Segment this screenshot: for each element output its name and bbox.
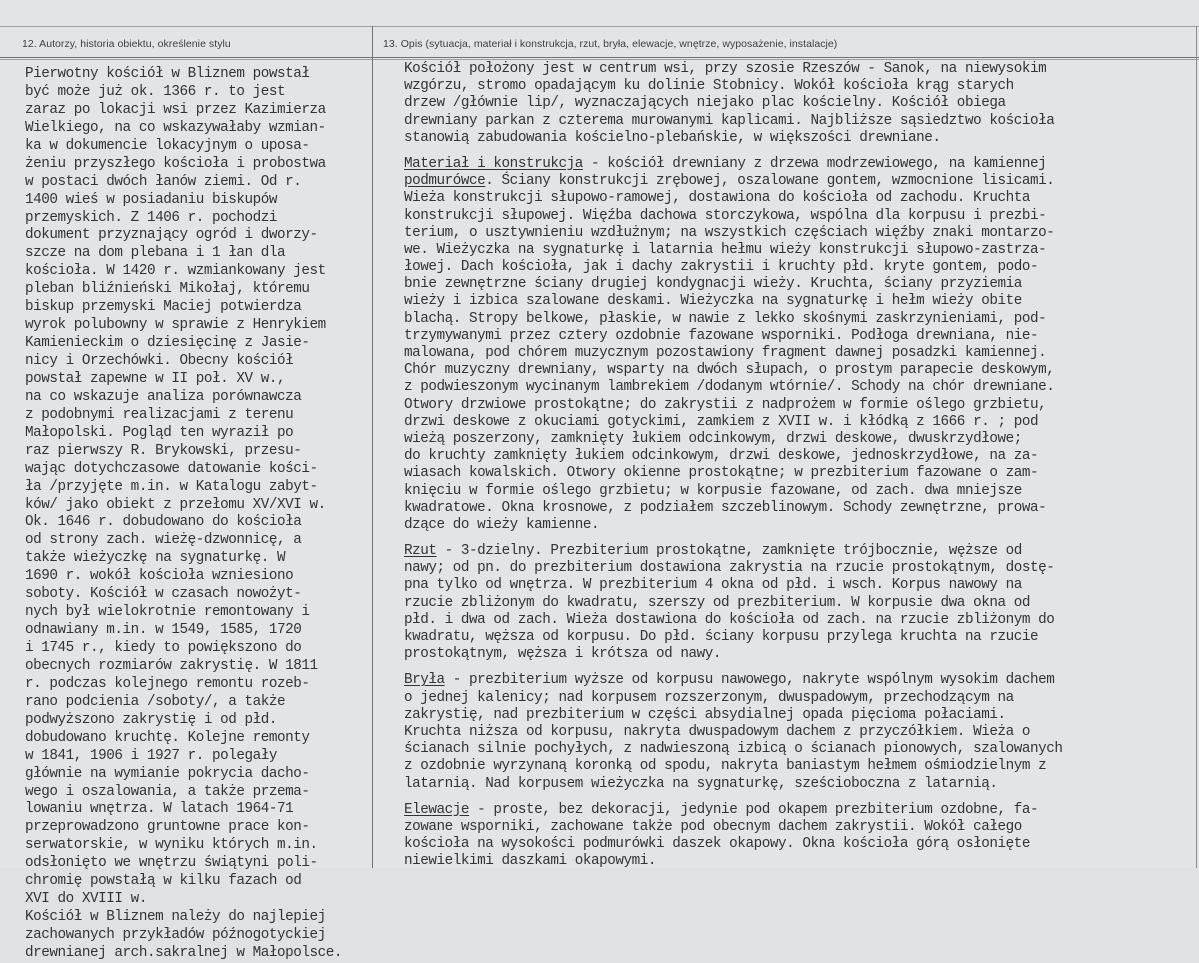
- material-line: łowej. Dach kościoła, jak i dachy zakrystii i kruchty płd. kryte gontem, podo-: [404, 259, 1039, 276]
- description-text: [404, 61, 1194, 870]
- history-line: odnawiany m.in. w 1549, 1585, 1720: [25, 622, 302, 639]
- history-line: i 1745 r., kiedy to powiększono do: [25, 640, 302, 656]
- right-border: [1196, 26, 1197, 868]
- rzut-line: prostokątnym, węższa i krótsza od nawy.: [404, 646, 722, 663]
- intro-paragraph: [404, 61, 1194, 147]
- material-line: Wieża konstrukcji słupowo-ramowej, dostawiona do kościoła od zachodu. Kruchta: [404, 190, 1030, 207]
- elewacje-line: zowane wsporniki, zachowane także pod obecnym dachem zakrystii. Wokół całego: [404, 818, 1022, 835]
- section-13-header: 13. Opis (sytuacja, materiał i konstrukcja, rzut, bryła, elewacje, wnętrze, wyposażenie, instalacje): [383, 38, 838, 50]
- history-line: lowaniu wnętrza. W latach 1964-71: [25, 801, 294, 818]
- history-line: wyrok polubowny w sprawie z Henrykiem: [25, 317, 326, 334]
- history-line: szcze na dom plebana i 1 łan dla: [25, 245, 286, 262]
- bryla-heading: Bryła: [404, 672, 445, 689]
- elewacje-line: kościoła na wysokości podmurówki daszek okapowy. Okna kościoła górą osłonięte: [404, 836, 1030, 853]
- history-line: być może już ok. 1366 r. to jest: [25, 83, 286, 100]
- history-line: przemyskich. Z 1406 r. pochodzi: [25, 209, 278, 226]
- history-line: 1400 wieś w posiadaniu biskupów: [25, 191, 278, 208]
- column-divider: [372, 26, 373, 868]
- bryla-line: latarnią. Nad korpusem wieżyczka na sygnaturkę, sześcioboczna z latarnią.: [404, 775, 998, 792]
- history-line: Małopolski. Pogląd ten wyraził po: [25, 424, 294, 441]
- rzut-line: pna tylko od wnętrza. W prezbiterium 4 okna od płd. i wsch. Korpus nawowy na: [404, 577, 1022, 594]
- material-line: knięciu w formie oślego grzbietu; w korpusie fazowane, od zach. dwa mniejsze: [404, 482, 1022, 499]
- rzut-paragraph: Rzut - 3-dzielny. Prezbiterium prostokątne, zamknięte trójbocznie, węższe od nawy; od pn. do prezbiterium dostawiona zakrystia na rzucie prostokątnym, dostę- pna tylko od wnętrza. W prezbiterium 4 okna od płd. i wsch. Korpus nawowy na rzucie zbliżonym do kwadratu, szerszy od prezbiterium. W korpusie dwa okna od płd. i dwa od zach. Wieża dostawiona do kościoła od zach. na rzucie zbliżonym do kwadratu, węższa od korpusu. Do płd. ściany korpusu przylega kruchta na rzucie prostokątnym, węższa i krótsza od nawy.: [404, 543, 1194, 663]
- history-line: Wielkiego, na co wskazywałaby wzmian-: [25, 119, 326, 136]
- history-line: od strony zach. wieżę-dzwonnicę, a: [25, 532, 302, 549]
- material-line: kwadratowe. Okna krosnowe, z podziałem szczeblinowym. Schody zewnętrzne, prowa-: [404, 499, 1047, 516]
- history-line: drewnianej arch.sakralnej w Małopolsce.: [25, 944, 343, 961]
- history-line: 1690 r. wokół kościoła wzniesiono: [25, 568, 294, 585]
- bryla-line: Kruchta niższa od korpusu, nakryta dwuspadowym dachem z przyczółkiem. Wieża o: [404, 723, 1030, 740]
- bryla-line: z ozdobnie wyrzynaną koronką od spodu, nakryta baniastym hełmem ośmiodzielnym z: [404, 758, 1047, 775]
- history-line: kościoła. W 1420 r. wzmiankowany jest: [25, 263, 326, 280]
- intro-line: stanowią zabudowania kościelno-plebańskie, w większości drewniane.: [404, 129, 941, 146]
- material-line: drzwi deskowe z okuciami gotyckimi, zamkiem z XVII w. i kłódką z 1666 r. ; pod: [404, 413, 1039, 430]
- history-line: z podobnymi realizacjami z terenu: [25, 406, 294, 423]
- history-line: serwatorskie, w wyniku których m.in.: [25, 837, 318, 854]
- history-line: soboty. Kościół w czasach nowożyt-: [25, 586, 302, 603]
- history-line: ła /przyjęte m.in. w Katalogu zabyt-: [25, 478, 318, 495]
- material-paragraph: Materiał i konstrukcja - kościół drewniany z drzewa modrzewiowego, na kamiennej podmurówce. Ściany konstrukcji zrębowej, oszalowane gontem, wzmocnione lisicami. Wieża konstrukcji słupowo-ramowej, dostawiona do kościoła od zachodu. Kruchta konstrukcji słupowej. Więźba dachowa storczykowa, wspólna dla korpusu i prezbi- terium, o usztywnieniu wzdłużnym; na wszystkich częściach więźby znaki montarzo- we. Wieżyczka na sygnaturkę i latarnia hełmu wieży konstrukcji słupowo-zastrza- łowej. Dach kościoła, jak i dachy zakrystii i kruchty płd. kryte gontem, podo- bnie zewnętrzne ściany drugiej kondygnacji wieży. Kruchta, ściany przyziemia wieży i izbica szalowane deskami. Wieżyczka na sygnaturkę i hełm wieży obite blachą. Stropy belkowe, płaskie, w nawie z lekko skośnymi zaskrzynieniami, pod- trzymywanymi przez cztery ozdobnie fazowane wsporniki. Podłoga drewniana, nie- malowana, pod chórem muzycznym pozostawiony fragment dawnej posadzki kamiennej. Chór muzyczny drewniany, wsparty na dwóch słupach, o prostym parapecie deskowym, z podwieszonym wycinanym lambrekiem /dodanym wtórnie/. Schody na chór drewniane. Otwory drzwiowe prostokątne; do zakrystii z nadprożem w formie oślego grzbietu, drzwi deskowe z okuciami gotyckimi, zamkiem z XVII w. i kłódką z 1666 r. ; pod wieżą poszerzony, zamknięty łukiem odcinkowym, drzwi deskowe, dwuskrzydłowe; do kruchty zamknięty łukiem odcinkowym, drzwi deskowe, jednoskrzydłowe, na za- wiasach kowalskich. Otwory okienne prostokątne; w prezbiterium fazowane o zam- knięciu w formie oślego grzbietu; w korpusie fazowane, od zach. dwa mniejsze kwadratowe. Okna krosnowe, z podziałem szczeblinowym. Schody zewnętrzne, prowa- dzące do wieży kamienne.: [404, 156, 1194, 534]
- history-line: na co wskazuje analiza porównawcza: [25, 388, 302, 405]
- elewacje-heading: Elewacje: [404, 801, 470, 818]
- material-line: we. Wieżyczka na sygnaturkę i latarnia hełmu wieży konstrukcji słupowo-zastrza-: [404, 241, 1047, 258]
- history-line: głównie na wymianie pokrycia dacho-: [25, 765, 310, 782]
- history-line: wając dotychczasowe datowanie kości-: [25, 460, 318, 477]
- history-line: Pierwotny kościół w Bliznem powstał: [25, 66, 310, 82]
- history-line: Kościół w Bliznem należy do najlepiej: [25, 909, 326, 926]
- rzut-line: kwadratu, węższa od korpusu. Do płd. ściany korpusu przylega kruchta na rzucie: [404, 629, 1039, 645]
- history-line: raz pierwszy R. Brykowski, przesu-: [25, 442, 302, 459]
- history-line: ków/ jako obiekt z przełomu XV/XVI w.: [25, 496, 326, 513]
- history-line: dobudowano kruchtę. Kolejne remonty: [25, 729, 310, 746]
- intro-line: wzgórzu, stromo opadającym ku dolinie Stobnicy. Wokół kościoła krąg starych: [404, 78, 1014, 95]
- history-line: podwyższono zakrystię i od płd.: [25, 711, 278, 728]
- history-line: pleban bliźnieński Mikołaj, któremu: [25, 281, 310, 298]
- history-text: [25, 66, 370, 963]
- material-line: Otwory drzwiowe prostokątne; do zakrystii z nadprożem w formie oślego grzbietu,: [404, 396, 1047, 413]
- material-line: terium, o usztywnieniu wzdłużnym; na wszystkich częściach więźby znaki montarzo-: [404, 224, 1055, 241]
- material-line: dzące do wieży kamienne.: [404, 516, 600, 533]
- material-line: wieżą poszerzony, zamknięty łukiem odcinkowym, drzwi deskowe, dwuskrzydłowe;: [404, 430, 1022, 447]
- material-heading-cont: podmurówce: [404, 173, 486, 190]
- history-line: biskup przemyski Maciej potwierdza: [25, 299, 302, 316]
- material-line: wieży i izbica szalowane deskami. Wieżyczka na sygnaturkę i hełm wieży obite: [404, 293, 1022, 310]
- intro-line: drewniany parkan z czterema murowanymi kaplicami. Najbliższe sąsiedztwo kościoła: [404, 112, 1055, 129]
- history-line: powstał zapewne w II poł. XV w.,: [25, 370, 286, 387]
- history-line: nych był wielokrotnie remontowany i: [25, 604, 310, 621]
- bryla-line: o jednej kalenicy; nad korpusem rozszerzonym, dwuspadowym, przechodzącym na: [404, 689, 1014, 706]
- history-line: odsłonięto we wnętrzu świątyni poli-: [25, 855, 318, 872]
- history-line: wego i oszalowania, a także przema-: [25, 783, 310, 800]
- rzut-heading: Rzut: [404, 543, 437, 560]
- rzut-line: nawy; od pn. do prezbiterium dostawiona zakrystia na rzucie prostokątnym, dostę-: [404, 560, 1055, 577]
- rzut-line: rzucie zbliżonym do kwadratu, szerszy od prezbiterium. W korpusie dwa okna od: [404, 594, 1030, 611]
- history-line: w 1841, 1906 i 1927 r. polegały: [25, 747, 278, 764]
- history-line: XVI do XVIII w.: [25, 891, 147, 908]
- history-line: żeniu przyszłego kościoła i probostwa: [25, 155, 326, 172]
- header-rule: [0, 57, 1199, 58]
- history-line: dokument przyznający ogród i dworzy-: [25, 227, 318, 244]
- elewacje-paragraph: Elewacje - proste, bez dekoracji, jedynie pod okapem prezbiterium ozdobne, fa- zowane wsporniki, zachowane także pod obecnym dachem zakrystii. Wokół całego kościoła na wysokości podmurówki daszek okapowy. Okna kościoła górą osłonięte niewielkimi daszkami okapowymi.: [404, 802, 1194, 871]
- history-line: zaraz po lokacji wsi przez Kazimierza: [25, 101, 326, 118]
- material-line: konstrukcji słupowej. Więźba dachowa storczykowa, wspólna dla korpusu i prezbi-: [404, 207, 1047, 224]
- bryla-paragraph: Bryła - prezbiterium wyższe od korpusu nawowego, nakryte wspólnym wysokim dachem o jednej kalenicy; nad korpusem rozszerzonym, dwuspadowym, przechodzącym na zakrystię, nad prezbiterium w części absydialnej opada pięcioma połaciami. Kruchta niższa od korpusu, nakryta dwuspadowym dachem z przyczółkiem. Wieża o ścianach silnie pochyłych, z nadwieszoną izbicą o ścianach pionowych, szalowanych z ozdobnie wyrzynaną koronką od spodu, nakryta baniastym hełmem ośmiodzielnym z latarnią. Nad korpusem wieżyczka na sygnaturkę, sześcioboczna z latarnią.: [404, 672, 1194, 792]
- history-line: zachowanych przykładów późnogotyckiej: [25, 927, 326, 943]
- material-line: wiasach kowalskich. Otwory okienne prostokątne; w prezbiterium fazowane o zam-: [404, 465, 1039, 482]
- material-line: do kruchty zamknięty łukiem odcinkowym, drzwi deskowe, jednoskrzydłowe, na za-: [404, 448, 1039, 465]
- elewacje-line: niewielkimi daszkami okapowymi.: [404, 853, 657, 870]
- material-line: bnie zewnętrzne ściany drugiej kondygnacji wieży. Kruchta, ściany przyziemia: [404, 276, 1022, 293]
- history-line: rano podcienia /soboty/, a także: [25, 693, 286, 710]
- rzut-line: płd. i dwa od zach. Wieża dostawiona do kościoła od zach. na rzucie zbliżonym do: [404, 611, 1055, 628]
- bryla-line: zakrystię, nad prezbiterium w części absydialnej opada pięcioma połaciami.: [404, 706, 1006, 723]
- bryla-line: ścianach silnie pochyłych, z nadwieszoną izbicą o ścianach pionowych, szalowanych: [404, 741, 1063, 758]
- material-line: z podwieszonym wycinanym lambrekiem /dodanym wtórnie/. Schody na chór drewniane.: [404, 379, 1055, 396]
- history-line: także wieżyczkę na sygnaturkę. W: [25, 550, 286, 567]
- material-line: Chór muzyczny drewniany, wsparty na dwóch słupach, o prostym parapecie deskowym,: [404, 362, 1055, 379]
- history-line: chromię powstałą w kilku fazach od: [25, 873, 302, 890]
- history-line: ka w dokumencie lokacyjnym o uposa-: [25, 137, 310, 154]
- section-12-header: 12. Autorzy, historia obiektu, określenie stylu: [22, 38, 231, 50]
- history-line: obecnych rozmiarów zakrystię. W 1811: [25, 657, 318, 674]
- history-line: Ok. 1646 r. dobudowano do kościoła: [25, 514, 302, 531]
- material-line: trzymywanymi przez cztery ozdobnie fazowane wsporniki. Podłoga drewniana, nie-: [404, 327, 1039, 344]
- history-line: przeprowadzono gruntowne prace kon-: [25, 819, 310, 836]
- material-line: blachą. Stropy belkowe, płaskie, w nawie z lekko skośnymi zaskrzynieniami, pod-: [404, 310, 1047, 327]
- material-line: malowana, pod chórem muzycznym pozostawiony fragment dawnej posadzki kamiennej.: [404, 345, 1047, 361]
- intro-line: drzew /głównie lip/, wyznaczających niejako plac kościelny. Kościół obiega: [404, 95, 1006, 112]
- history-line: nicy i Orzechówki. Obecny kościół: [25, 353, 294, 369]
- history-line: r. podczas kolejnego remontu rozeb-: [25, 675, 310, 692]
- header-rule-secondary: [0, 59, 1199, 60]
- intro-line: Kościół położony jest w centrum wsi, przy szosie Rzeszów - Sanok, na niewysokim: [404, 61, 1047, 77]
- history-line: Kamienieckim o dziesięcinę z Jasie-: [25, 335, 310, 352]
- top-rule: [0, 26, 1199, 27]
- history-line: w postaci dwóch łanów ziemi. Od r.: [25, 173, 302, 190]
- material-heading: Materiał i konstrukcja: [404, 155, 583, 172]
